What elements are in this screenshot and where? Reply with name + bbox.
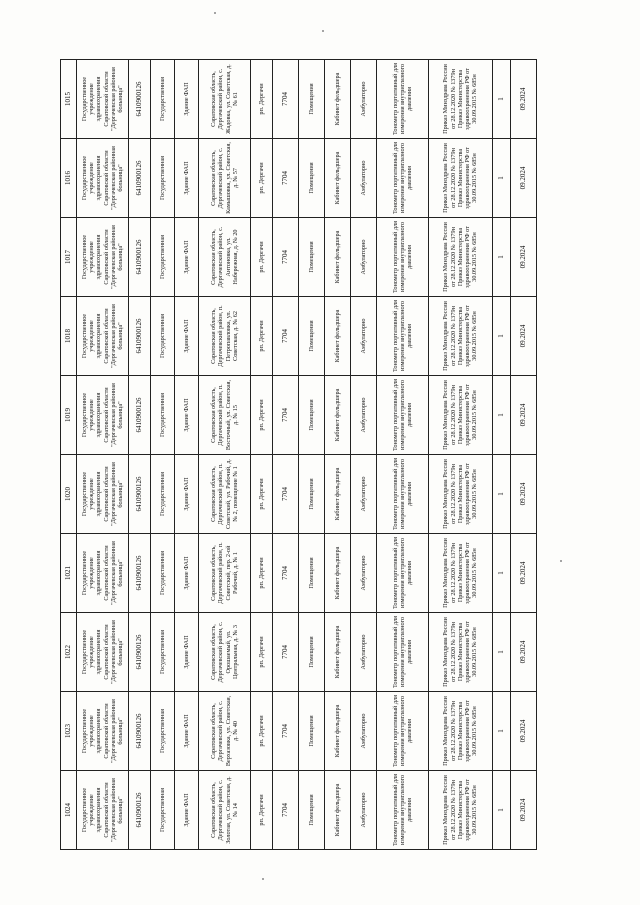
cell-building: Здание ФАП [175,139,199,218]
cell-qty: 1 [493,534,511,613]
cell-qty: 1 [493,455,511,534]
cell-device: Тонометр портативный для измерения внутриглазного давления [377,376,429,455]
cell-building: Здание ФАП [175,613,199,692]
cell-date: 09.2024 [511,376,537,455]
cell-date: 09.2024 [511,613,537,692]
cell-ownership: Государственная [151,692,175,771]
cell-kod: 7704 [273,297,299,376]
cell-code: 6410900126 [129,139,151,218]
cell-basis: Приказ Минздрава России от 28.12.2020 № 1379н Приказ Министерства здравоохранения РФ от 30.09.2015 № 685н [429,60,493,139]
cell-code: 6410900126 [129,613,151,692]
cell-date: 09.2024 [511,771,537,850]
cell-kod: 7704 [273,613,299,692]
cell-code: 6410900126 [129,771,151,850]
cell-org: Государственное учреждение здравоохранения Саратовской области "Дергачевская районная больница" [77,218,129,297]
cell-rooms: Помещения [299,60,325,139]
table-row [251,60,273,850]
cell-basis: Приказ Минздрава России от 28.12.2020 № 1379н Приказ Министерства здравоохранения РФ от 30.09.2015 № 685н [429,455,493,534]
cell-rooms: Помещения [299,139,325,218]
cell-okato: рп. Дергачи [251,613,273,692]
cell-room_type: Кабинет фельдшера [325,139,351,218]
cell-org: Государственное учреждение здравоохранения Саратовской области "Дергачевская районная больница" [77,534,129,613]
cell-code: 6410900126 [129,376,151,455]
cell-building: Здание ФАП [175,297,199,376]
cell-kod: 7704 [273,60,299,139]
cell-basis: Приказ Минздрава России от 28.12.2020 № 1379н Приказ Министерства здравоохранения РФ от 30.09.2015 № 685н [429,297,493,376]
table-row [129,60,151,850]
cell-rooms: Помещения [299,455,325,534]
scan-speck [322,30,324,32]
cell-kod: 7704 [273,692,299,771]
cell-address: Саратовская область, Дергачевский район, с. Камышовка, ул. Советская, д. № 57 [199,139,251,218]
table-row [511,60,537,850]
cell-care: Амбулаторно [351,771,377,850]
cell-care: Амбулаторно [351,376,377,455]
cell-kod: 7704 [273,139,299,218]
cell-id: 1022 [61,613,77,692]
cell-rooms: Помещения [299,218,325,297]
cell-date: 09.2024 [511,692,537,771]
cell-kod: 7704 [273,218,299,297]
cell-id: 1018 [61,297,77,376]
cell-address: Саратовская область, Дергачевский район, с. Верхазовка, ул. Советская, д. № 40 [199,692,251,771]
cell-care: Амбулаторно [351,692,377,771]
cell-okato: рп. Дергачи [251,139,273,218]
cell-basis: Приказ Минздрава России от 28.12.2020 № 1379н Приказ Министерства здравоохранения РФ от 30.09.2015 № 685н [429,376,493,455]
cell-kod: 7704 [273,534,299,613]
cell-qty: 1 [493,297,511,376]
cell-ownership: Государственная [151,455,175,534]
cell-date: 09.2024 [511,218,537,297]
cell-qty: 1 [493,376,511,455]
table-row [429,60,493,850]
cell-room_type: Кабинет фельдшера [325,534,351,613]
cell-building: Здание ФАП [175,455,199,534]
cell-qty: 1 [493,613,511,692]
cell-care: Амбулаторно [351,60,377,139]
cell-room_type: Кабинет фельдшера [325,376,351,455]
cell-building: Здание ФАП [175,534,199,613]
cell-device: Тонометр портативный для измерения внутриглазного давления [377,297,429,376]
cell-date: 09.2024 [511,534,537,613]
table-row [199,60,251,850]
cell-building: Здание ФАП [175,60,199,139]
cell-rooms: Помещения [299,297,325,376]
cell-building: Здание ФАП [175,376,199,455]
cell-address: Саратовская область, Дергачевский район, п. Советский, ул. Рабочий, д. № 2, помещение № 1 [199,455,251,534]
table-row [493,60,511,850]
cell-id: 1023 [61,692,77,771]
cell-basis: Приказ Минздрава России от 28.12.2020 № 1379н Приказ Министерства здравоохранения РФ от 30.09.2015 № 685н [429,534,493,613]
cell-rooms: Помещения [299,613,325,692]
cell-kod: 7704 [273,771,299,850]
cell-ownership: Государственная [151,218,175,297]
cell-building: Здание ФАП [175,692,199,771]
cell-care: Амбулаторно [351,613,377,692]
cell-address: Саратовская область, Дергачевский район, с. Золотая, ул. Советская, д. № 14 [199,771,251,850]
cell-room_type: Кабинет фельдшера [325,692,351,771]
cell-okato: рп. Дергачи [251,455,273,534]
cell-address: Саратовская область, Дергачевский район, п. Советский, пер. 2-ой Рабочий, д. № 1 [199,534,251,613]
cell-care: Амбулаторно [351,139,377,218]
cell-qty: 1 [493,60,511,139]
scan-speck [560,560,562,562]
cell-care: Амбулаторно [351,218,377,297]
cell-device: Тонометр портативный для измерения внутриглазного давления [377,534,429,613]
cell-rooms: Помещения [299,534,325,613]
cell-device: Тонометр портативный для измерения внутриглазного давления [377,692,429,771]
rotated-table-container [60,60,536,850]
cell-device: Тонометр портативный для измерения внутриглазного давления [377,613,429,692]
cell-okato: рп. Дергачи [251,376,273,455]
cell-room_type: Кабинет фельдшера [325,771,351,850]
cell-device: Тонометр портативный для измерения внутриглазного давления [377,455,429,534]
cell-id: 1016 [61,139,77,218]
cell-ownership: Государственная [151,297,175,376]
cell-ownership: Государственная [151,60,175,139]
cell-code: 6410900126 [129,60,151,139]
cell-rooms: Помещения [299,771,325,850]
cell-care: Амбулаторно [351,455,377,534]
cell-okato: рп. Дергачи [251,534,273,613]
table-row [77,60,129,850]
scan-speck [214,12,216,14]
cell-building: Здание ФАП [175,771,199,850]
cell-basis: Приказ Минздрава России от 28.12.2020 № 1379н Приказ Министерства здравоохранения РФ от 30.09.2015 № 685н [429,771,493,850]
cell-address: Саратовская область, Дергачевский район, п. Восточный, ул. Советская, д. № 15 [199,376,251,455]
cell-org: Государственное учреждение здравоохранения Саратовской области "Дергачевская районная больница" [77,771,129,850]
cell-room_type: Кабинет фельдшера [325,218,351,297]
cell-date: 09.2024 [511,455,537,534]
cell-date: 09.2024 [511,60,537,139]
table-row [175,60,199,850]
cell-okato: рп. Дергачи [251,60,273,139]
cell-address: Саратовская область, Дергачевский район, п. Петропавловка, ул. Советская, д. № 62 [199,297,251,376]
cell-kod: 7704 [273,376,299,455]
cell-care: Амбулаторно [351,297,377,376]
cell-ownership: Государственная [151,534,175,613]
table-row [151,60,175,850]
cell-qty: 1 [493,771,511,850]
cell-okato: рп. Дергачи [251,297,273,376]
cell-date: 09.2024 [511,297,537,376]
cell-rooms: Помещения [299,692,325,771]
cell-qty: 1 [493,139,511,218]
cell-ownership: Государственная [151,771,175,850]
cell-address: Саратовская область, Дергачевский район, с. Жадовка, ул. Советская, д. № 61 [199,60,251,139]
cell-qty: 1 [493,218,511,297]
cell-org: Государственное учреждение здравоохранения Саратовской области "Дергачевская районная больница" [77,613,129,692]
cell-device: Тонометр портативный для измерения внутриглазного давления [377,218,429,297]
scan-speck [262,878,264,880]
cell-okato: рп. Дергачи [251,218,273,297]
cell-basis: Приказ Минздрава России от 28.12.2020 № 1379н Приказ Министерства здравоохранения РФ от 30.09.2015 № 685н [429,139,493,218]
cell-org: Государственное учреждение здравоохранения Саратовской области "Дергачевская районная больница" [77,139,129,218]
cell-id: 1019 [61,376,77,455]
cell-org: Государственное учреждение здравоохранения Саратовской области "Дергачевская районная больница" [77,376,129,455]
cell-basis: Приказ Минздрава России от 28.12.2020 № 1379н Приказ Министерства здравоохранения РФ от 30.09.2015 № 685н [429,218,493,297]
cell-room_type: Кабинет фельдшера [325,613,351,692]
table-row [377,60,429,850]
cell-org: Государственное учреждение здравоохранения Саратовской области "Дергачевская районная больница" [77,60,129,139]
cell-basis: Приказ Минздрава России от 28.12.2020 № 1379н Приказ Министерства здравоохранения РФ от 30.09.2015 № 685н [429,692,493,771]
cell-id: 1015 [61,60,77,139]
table-row [325,60,351,850]
cell-org: Государственное учреждение здравоохранения Саратовской области "Дергачевская районная больница" [77,455,129,534]
cell-okato: рп. Дергачи [251,692,273,771]
cell-room_type: Кабинет фельдшера [325,297,351,376]
cell-okato: рп. Дергачи [251,771,273,850]
table-row [351,60,377,850]
cell-code: 6410900126 [129,534,151,613]
cell-device: Тонометр портативный для измерения внутриглазного давления [377,60,429,139]
cell-ownership: Государственная [151,613,175,692]
cell-id: 1017 [61,218,77,297]
cell-org: Государственное учреждение здравоохранения Саратовской области "Дергачевская районная больница" [77,297,129,376]
table-row [273,60,299,850]
table-row [299,60,325,850]
cell-code: 6410900126 [129,218,151,297]
cell-id: 1024 [61,771,77,850]
cell-org: Государственное учреждение здравоохранения Саратовской области "Дергачевская районная больница" [77,692,129,771]
cell-kod: 7704 [273,455,299,534]
cell-id: 1021 [61,534,77,613]
cell-code: 6410900126 [129,692,151,771]
cell-code: 6410900126 [129,455,151,534]
cell-date: 09.2024 [511,139,537,218]
cell-qty: 1 [493,692,511,771]
equipment-table [60,59,537,850]
cell-ownership: Государственная [151,376,175,455]
cell-device: Тонометр портативный для измерения внутриглазного давления [377,139,429,218]
cell-basis: Приказ Минздрава России от 28.12.2020 № 1379н Приказ Министерства здравоохранения РФ от 30.09.2015 № 685н [429,613,493,692]
cell-address: Саратовская область, Дергачевский район, с. Орошаемый, ул. Центральная, д. № 3 [199,613,251,692]
cell-rooms: Помещения [299,376,325,455]
cell-device: Тонометр портативный для измерения внутриглазного давления [377,771,429,850]
table-row [61,60,77,850]
cell-code: 6410900126 [129,297,151,376]
cell-id: 1020 [61,455,77,534]
cell-address: Саратовская область, Дергачевский район, с. Антоновка, ул. Набережная, д. № 20 [199,218,251,297]
cell-room_type: Кабинет фельдшера [325,60,351,139]
cell-care: Амбулаторно [351,534,377,613]
cell-ownership: Государственная [151,139,175,218]
cell-room_type: Кабинет фельдшера [325,455,351,534]
cell-building: Здание ФАП [175,218,199,297]
